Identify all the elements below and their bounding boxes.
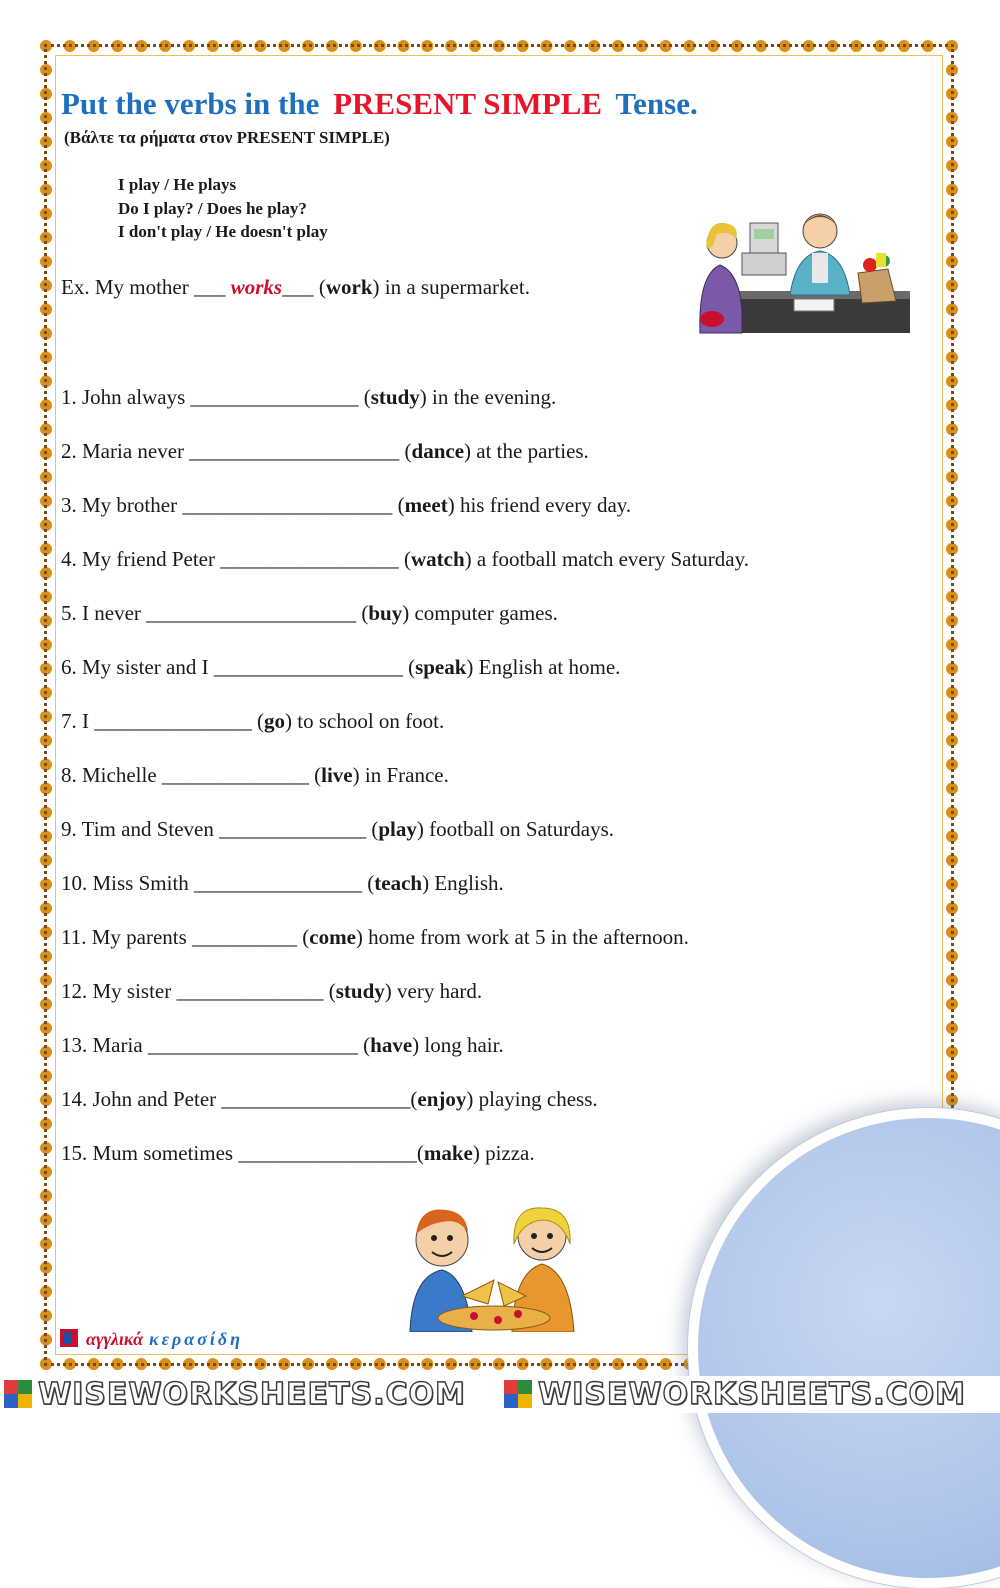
worksheet-title	[61, 86, 698, 122]
question-verb: have	[370, 1033, 413, 1057]
example-answer: works	[230, 275, 283, 299]
example-negative: I don't play / He doesn't play	[118, 222, 328, 241]
question-7	[61, 708, 749, 762]
question-verb: watch	[410, 547, 465, 571]
question-verb: study	[370, 385, 420, 409]
question-end: ) in France.	[352, 763, 449, 787]
watermark-text-1	[0, 1376, 500, 1413]
question-text: 2. Maria never ____________________ (	[61, 439, 412, 463]
question-13	[61, 1032, 749, 1086]
example-before: Ex. My mother ___	[61, 275, 231, 299]
question-text: 5. I never ____________________ (	[61, 601, 369, 625]
question-12	[61, 978, 749, 1032]
question-end: ) long hair.	[412, 1033, 504, 1057]
question-15	[61, 1140, 749, 1194]
watermark-logo-icon	[504, 1380, 532, 1408]
question-1	[61, 384, 749, 438]
question-end: ) home from work at 5 in the afternoon.	[355, 925, 689, 949]
greek-subtitle: (Βάλτε τα ρήματα στον PRESENT SIMPLE)	[64, 128, 390, 147]
publisher-brand	[60, 1329, 243, 1350]
watermark-label: WISEWORKSHEETS.COM	[38, 1377, 466, 1412]
question-14	[61, 1086, 749, 1140]
site-watermark	[0, 1376, 1000, 1413]
question-verb: meet	[404, 493, 448, 517]
question-9	[61, 816, 749, 870]
question-verb: speak	[415, 655, 467, 679]
grammar-examples	[118, 173, 328, 244]
question-end: ) pizza.	[472, 1141, 535, 1165]
question-11	[61, 924, 749, 978]
supermarket-illustration	[690, 203, 910, 348]
question-text: 4. My friend Peter _________________ (	[61, 547, 411, 571]
question-verb: live	[321, 763, 353, 787]
title-tense: PRESENT SIMPLE	[333, 86, 603, 121]
brand-logo-icon	[60, 1329, 78, 1347]
question-end: ) in the evening.	[419, 385, 557, 409]
question-end: ) at the parties.	[464, 439, 589, 463]
question-text: 6. My sister and I __________________ (	[61, 655, 416, 679]
watermark-label: WISEWORKSHEETS.COM	[538, 1377, 966, 1412]
question-verb: make	[423, 1141, 473, 1165]
question-text: 9. Tim and Steven ______________ (	[61, 817, 379, 841]
question-text: 15. Mum sometimes _________________(	[61, 1141, 424, 1165]
brand-word-2: κερασίδη	[149, 1329, 244, 1349]
question-end: ) his friend every day.	[447, 493, 632, 517]
question-verb: buy	[368, 601, 403, 625]
example-affirmative: I play / He plays	[118, 175, 237, 194]
question-verb: come	[309, 925, 356, 949]
question-text: 8. Michelle ______________ (	[61, 763, 322, 787]
question-8	[61, 762, 749, 816]
question-end: ) football on Saturdays.	[416, 817, 615, 841]
kids-pizza-illustration	[402, 1200, 582, 1332]
example-after: ) in a supermarket.	[372, 275, 530, 299]
watermark-text-2	[500, 1376, 1000, 1413]
question-5	[61, 600, 749, 654]
question-text: 11. My parents __________ (	[61, 925, 310, 949]
question-text: 13. Maria ____________________ (	[61, 1033, 371, 1057]
exercise-list	[61, 384, 749, 1194]
title-part-1: Put the verbs in the	[61, 86, 320, 121]
question-10	[61, 870, 749, 924]
example-blank: ___ (	[282, 275, 326, 299]
watermark-logo-icon	[4, 1380, 32, 1408]
question-4	[61, 546, 749, 600]
question-end: ) English.	[422, 871, 504, 895]
question-verb: enjoy	[417, 1087, 467, 1111]
question-text: 10. Miss Smith ________________ (	[61, 871, 375, 895]
question-text: 12. My sister ______________ (	[61, 979, 336, 1003]
question-end: ) computer games.	[402, 601, 558, 625]
question-verb: go	[264, 709, 285, 733]
example-sentence	[61, 275, 530, 300]
question-end: ) playing chess.	[466, 1087, 598, 1111]
example-verb: work	[325, 275, 373, 299]
title-part-3: Tense.	[615, 86, 698, 121]
question-text: 3. My brother ____________________ (	[61, 493, 405, 517]
question-text: 1. John always ________________ (	[61, 385, 371, 409]
question-verb: study	[335, 979, 385, 1003]
question-3	[61, 492, 749, 546]
question-verb: dance	[411, 439, 465, 463]
question-end: ) to school on foot.	[285, 709, 445, 733]
question-end: ) a football match every Saturday.	[464, 547, 750, 571]
brand-word-1: αγγλικά	[86, 1329, 144, 1349]
question-verb: teach	[374, 871, 423, 895]
question-2	[61, 438, 749, 492]
question-end: ) English at home.	[466, 655, 621, 679]
question-verb: play	[378, 817, 417, 841]
question-text: 14. John and Peter __________________(	[61, 1087, 418, 1111]
example-question: Do I play? / Does he play?	[118, 198, 307, 218]
question-6	[61, 654, 749, 708]
question-end: ) very hard.	[384, 979, 483, 1003]
question-text: 7. I _______________ (	[61, 709, 264, 733]
